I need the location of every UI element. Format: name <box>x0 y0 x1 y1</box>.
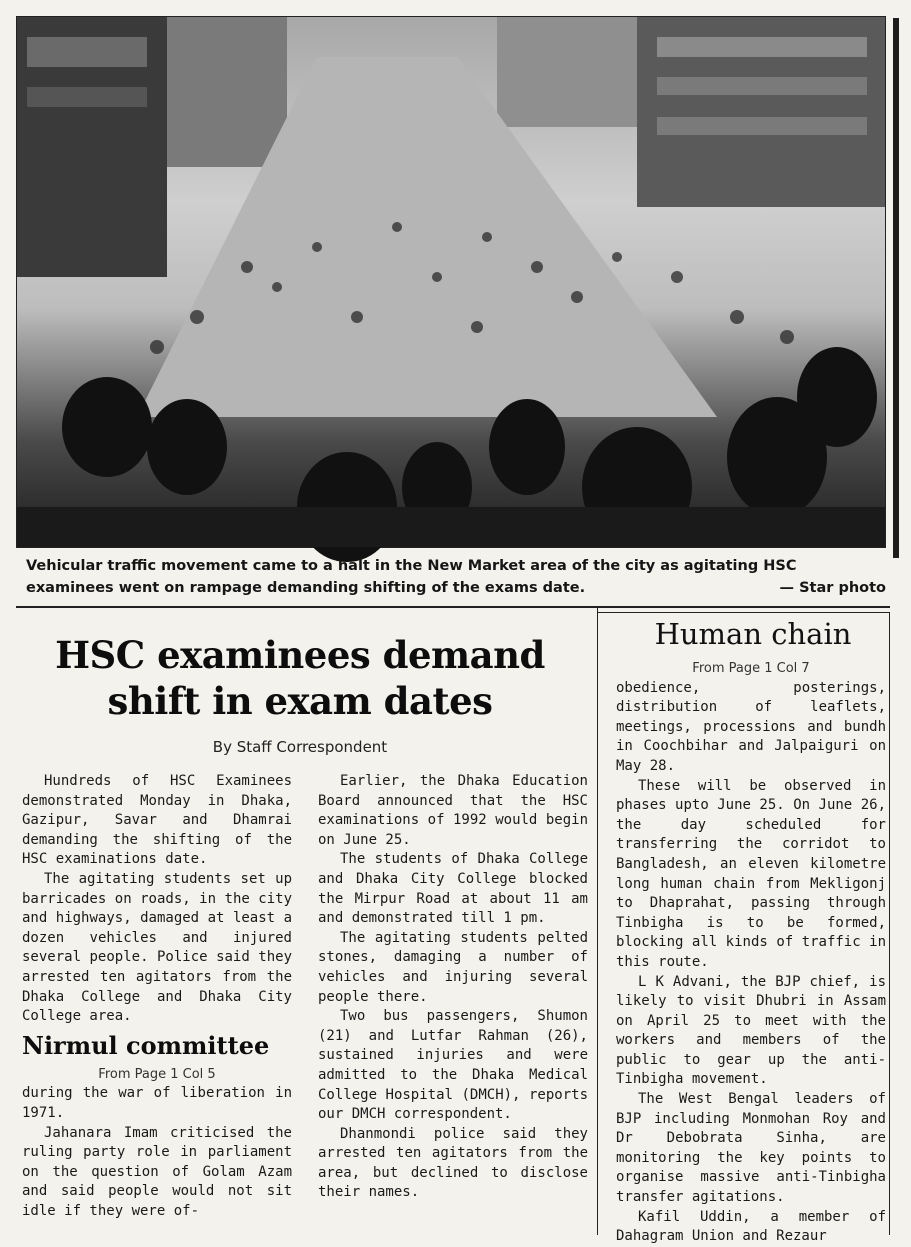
article-headline <box>20 632 580 724</box>
paragraph: Hundreds of HSC Examinees demonstrated Monday in Dhaka, Gazipur, Savar and Dhamrai demanding the shifting of the HSC examinations date. <box>22 773 292 868</box>
column-rule <box>893 18 899 558</box>
paragraph: obedience, posterings, distribution of leaflets, meetings, processions and bundh in Coochbihar and Jalpaiguri on May 28. <box>616 679 886 774</box>
photo-caption <box>26 555 886 599</box>
paragraph: during the war of liberation in 1971. <box>22 1085 292 1121</box>
paragraph: The students of Dhaka College and Dhaka City College blocked the Mirpur Road at about 11 am and demonstrated till 1 pm. <box>318 851 588 927</box>
headline-line-1: HSC examinees demand <box>55 633 545 677</box>
nirmul-jump-line: From Page 1 Col 5 <box>98 1066 216 1082</box>
byline: By Staff Correspondent <box>212 738 388 756</box>
box-top-rule <box>597 612 890 613</box>
human-chain-column <box>616 659 886 1245</box>
box-right-rule <box>889 612 890 1235</box>
caption-text: Vehicular traffic movement came to a halt in the New Market area of the city as agitating HSC examinees went on rampage demanding shifting of the exams date. <box>26 558 797 596</box>
paragraph: The agitating students set up barricades on roads, in the city and highways, damaged at least a dozen vehicles and injured several people. Police said they arrested ten agitators from the Dhaka College and Dhaka City College area. <box>22 870 292 1025</box>
paragraph: Kafil Uddin, a member of Dahagram Union and Rezaur <box>616 1208 886 1245</box>
headline-line-2: shift in exam dates <box>107 679 493 723</box>
paragraph: The West Bengal leaders of BJP including Monmohan Roy and Dr Debobrata Sinha, are monitoring the key points to organise massive anti-Tinbigha transfer agitations. <box>616 1091 886 1206</box>
human-chain-title: Human chain <box>654 617 852 651</box>
column-divider <box>597 608 598 1235</box>
paragraph: These will be observed in phases upto June 25. On June 26, the day scheduled for transferring the corridot to Bangladesh, an eleven kilometre long human chain from Mekligonj to Dhaprahat, passing through Tinbigha is to be formed, blocking all kinds of traffic in this route. <box>616 777 886 970</box>
paragraph: Dhanmondi police said they arrested ten agitators from the area, but declined to disclose their names. <box>318 1125 588 1201</box>
nirmul-committee-subhead: Nirmul committee <box>22 1030 270 1060</box>
article-column-1 <box>22 772 292 1235</box>
paragraph: Earlier, the Dhaka Education Board announced that the HSC examinations of 1992 would begin on June 25. <box>318 773 588 848</box>
photo-credit: — Star photo <box>779 580 886 596</box>
divider <box>16 606 890 608</box>
crowd-street-photo <box>17 17 885 547</box>
human-chain-jump-line: From Page 1 Col 7 <box>692 661 810 676</box>
paragraph: L K Advani, the BJP chief, is likely to visit Dhubri in Assam on April 25 to meet with the workers and members of the public to gear up the anti-Tinbigha movement. <box>616 973 886 1088</box>
article-column-2 <box>318 772 588 1235</box>
paragraph: Two bus passengers, Shumon (21) and Lutfar Rahman (26), sustained injuries and were admitted to the Dhaka Medical College Hospital (DMCH), reports our DMCH correspondent. <box>318 1008 588 1123</box>
paragraph: The agitating students pelted stones, damaging a number of vehicles and injuring several people there. <box>318 929 588 1005</box>
paragraph: Jahanara Imam criticised the ruling party role in parliament on the question of Golam Azam and said people would not sit idle if they were of- <box>22 1124 292 1219</box>
news-photo <box>16 16 886 548</box>
